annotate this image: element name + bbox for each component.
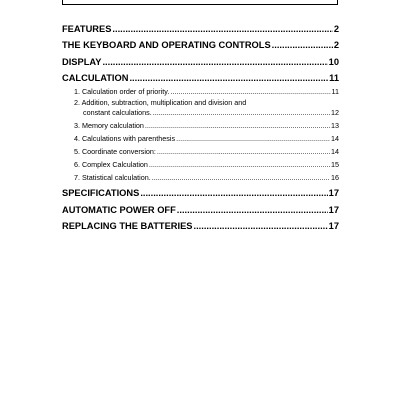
dot-leader xyxy=(153,108,330,118)
dot-leader xyxy=(177,205,328,215)
toc-entry-label: constant calculations. xyxy=(83,107,152,117)
table-of-contents xyxy=(62,17,339,231)
toc-entry-display[interactable] xyxy=(62,50,339,67)
toc-subentry-parenthesis[interactable] xyxy=(62,130,339,143)
toc-entry-label: SPECIFICATIONS xyxy=(62,188,140,199)
title-box xyxy=(62,0,338,5)
toc-entry-label: 5. Coordinate conversion: xyxy=(74,147,156,157)
toc-entry-label: CALCULATION xyxy=(62,73,129,83)
toc-page-number: 17 xyxy=(328,221,339,232)
toc-subentry-statistical[interactable] xyxy=(62,169,339,182)
toc-page-number: 14 xyxy=(331,134,339,144)
toc-entry-label: DISPLAY xyxy=(62,56,102,67)
toc-entry-label-continuation xyxy=(74,108,339,118)
toc-entry-label: FEATURES xyxy=(62,23,112,34)
dot-leader xyxy=(176,134,330,143)
toc-entry-batteries[interactable] xyxy=(62,215,339,232)
toc-page-number: 17 xyxy=(328,188,339,199)
dot-leader xyxy=(152,173,330,182)
toc-entry-keyboard-controls[interactable] xyxy=(62,34,339,51)
toc-entry-specifications[interactable] xyxy=(62,182,339,199)
toc-entry-label: 1. Calculation order of priority. xyxy=(74,86,170,96)
dot-leader xyxy=(170,87,330,96)
toc-subentry-memory[interactable] xyxy=(62,117,339,130)
toc-entry-label: 7. Statistical calculation. xyxy=(74,172,151,182)
toc-subentry-coordinate[interactable] xyxy=(62,143,339,156)
dot-leader xyxy=(157,147,330,156)
dot-leader xyxy=(140,188,327,198)
toc-page-number: 14 xyxy=(331,147,339,157)
toc-entry-label: 3. Memory calculation xyxy=(74,121,144,131)
toc-page-number: 10 xyxy=(328,56,339,67)
toc-entry-label: 6. Complex Calculation xyxy=(74,159,148,169)
toc-subentry-arithmetic-constant[interactable] xyxy=(62,96,339,118)
dot-leader xyxy=(149,160,330,169)
toc-page-number: 15 xyxy=(331,159,339,169)
dot-leader xyxy=(194,221,328,231)
toc-page-number: 2 xyxy=(333,23,339,34)
toc-entry-auto-power-off[interactable] xyxy=(62,198,339,215)
toc-subentry-order-of-priority[interactable] xyxy=(62,83,339,96)
toc-entry-label: REPLACING THE BATTERIES xyxy=(62,221,193,232)
toc-page-number: 11 xyxy=(331,86,339,96)
dot-leader xyxy=(272,40,333,50)
dot-leader xyxy=(145,121,330,130)
toc-entry-calculation[interactable] xyxy=(62,67,339,84)
dot-leader xyxy=(129,73,328,83)
toc-entry-features[interactable] xyxy=(62,17,339,34)
toc-page-number: 13 xyxy=(331,121,339,131)
toc-page-number: 17 xyxy=(328,204,339,215)
toc-subentry-complex[interactable] xyxy=(62,156,339,169)
toc-entry-label: AUTOMATIC POWER OFF xyxy=(62,204,176,215)
toc-page-number: 12 xyxy=(331,107,339,117)
toc-entry-label-block xyxy=(74,98,339,117)
dot-leader xyxy=(102,57,327,67)
toc-entry-label: THE KEYBOARD AND OPERATING CONTROLS xyxy=(62,40,271,50)
toc-page-number: 16 xyxy=(331,172,339,182)
toc-entry-label: 4. Calculations with parenthesis xyxy=(74,134,176,144)
toc-page-number: 2 xyxy=(333,40,339,50)
toc-entry-label: 2. Addition, subtraction, multiplication and division and xyxy=(74,98,247,108)
dot-leader xyxy=(112,24,332,34)
toc-page-number: 11 xyxy=(329,73,339,83)
